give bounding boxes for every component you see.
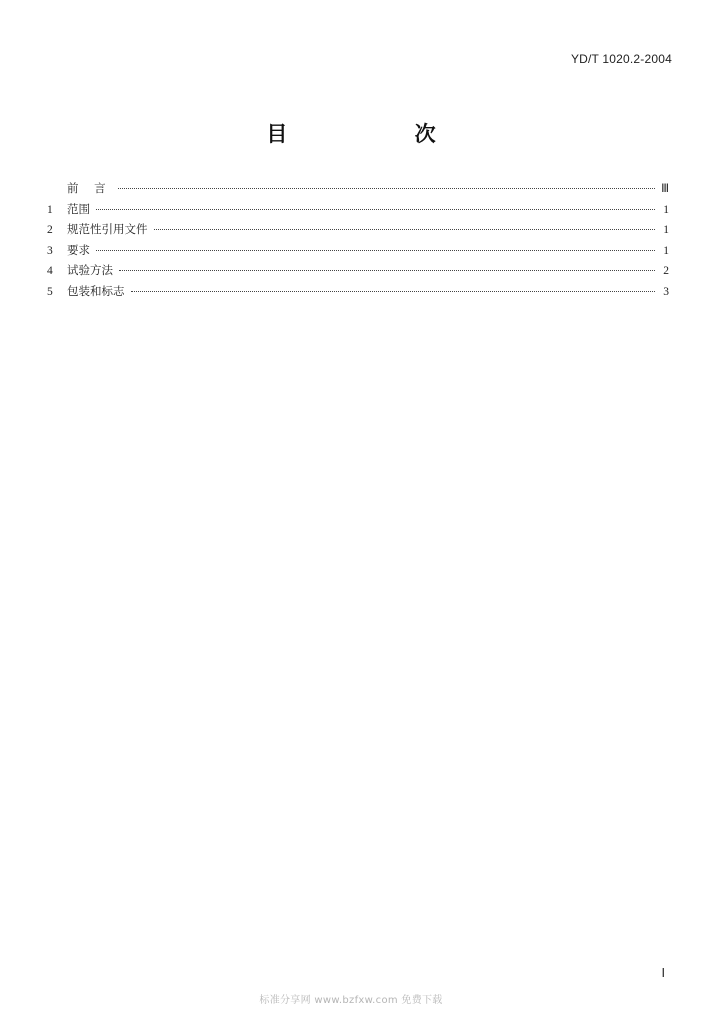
toc-dot-leader: [96, 250, 655, 251]
toc-entry-page: 3: [663, 285, 669, 298]
toc-entry-number: 3: [47, 244, 53, 257]
toc-entry-number: 1: [47, 203, 53, 216]
toc-entry-number: 4: [47, 265, 53, 278]
document-code: YD/T 1020.2-2004: [570, 52, 672, 66]
toc-entry-label: 试验方法: [67, 263, 113, 278]
page-number: Ⅰ: [661, 966, 665, 980]
toc-entry-scope[interactable]: [47, 201, 669, 222]
toc-dot-leader: [96, 209, 655, 210]
toc-entry-label: 要求: [67, 242, 90, 257]
toc-entry-test-methods[interactable]: [47, 262, 669, 283]
toc-entry-label: 包装和标志: [67, 283, 125, 298]
toc-dot-leader: [154, 229, 656, 230]
toc-entry-page: 1: [663, 224, 669, 237]
toc-entry-page: 1: [663, 203, 669, 216]
toc-entry-number: 2: [47, 224, 53, 237]
toc-entry-normative-references[interactable]: [47, 221, 669, 242]
table-of-contents: [47, 180, 669, 304]
toc-dot-leader: [118, 188, 655, 189]
toc-entry-label: 前 言: [67, 181, 112, 195]
toc-entry-page: 2: [663, 265, 669, 278]
toc-dot-leader: [119, 270, 655, 271]
watermark-text: 标准分享网 www.bzfxw.com 免费下载: [259, 995, 443, 1006]
toc-entry-packaging-marking[interactable]: [47, 283, 669, 304]
toc-entry-label: 规范性引用文件: [67, 222, 148, 237]
toc-entry-page: Ⅲ: [661, 183, 669, 195]
toc-entry-number: 5: [47, 285, 53, 298]
page-title: 目 次: [266, 121, 496, 146]
toc-entry-page: 1: [663, 244, 669, 257]
toc-dot-leader: [131, 291, 656, 292]
toc-entry-requirements[interactable]: [47, 242, 669, 263]
toc-entry-label: 范围: [67, 201, 90, 216]
toc-entry-foreword[interactable]: [47, 180, 669, 201]
